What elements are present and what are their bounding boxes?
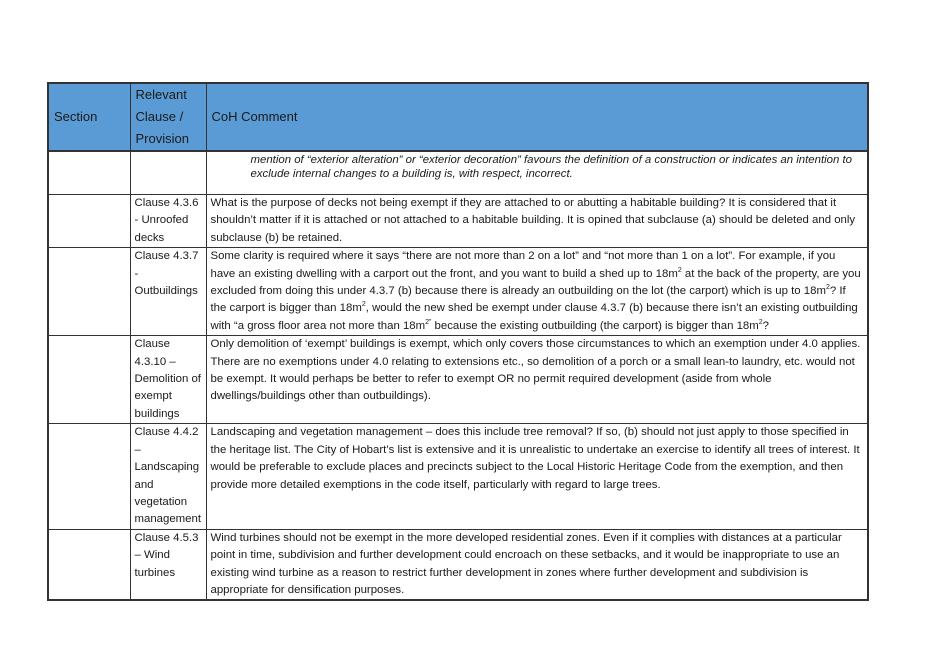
superscript: 2 xyxy=(361,301,366,309)
table-row-continuation xyxy=(48,151,868,195)
superscript: 2” xyxy=(425,319,432,327)
clause-cell: Clause 4.5.3 – Wind turbines xyxy=(130,529,206,600)
header-section: Section xyxy=(48,83,130,151)
comment-cell: Landscaping and vegetation management – does this include tree removal? If so, (b) should not just apply to those specified in the heritage list. The City of Hobart’s list is extensive and it is unrealistic to undertake an exercise to identify all trees of interest. It would be preferable to exclude places and precincts subject to the Local Historic Heritage Code from the exemption, and then provide more detailed exemptions in the code itself, particularly with regard to large trees. xyxy=(206,424,868,529)
table-body xyxy=(48,151,868,600)
table-row xyxy=(48,529,868,600)
comment-text: at the back of the property, are you excluded from doing this under 4.3.7 (b) because there is already an outbuilding on the lot (the carport) which is up to 18m xyxy=(210,267,861,298)
comment-cell: Wind turbines should not be exempt in the more developed residential zones. Even if it complies with distances at a particular point in time, subdivision and further development could encroach on these setbacks, and it would be inappropriate to use an existing wind turbine as a reason to restrict further development in zones where further development and subdivision is appropriate for densification purposes. xyxy=(206,529,868,600)
continuation-text: mention of “exterior alteration” or “exterior decoration” favours the definition of a construction or indicates an intention to exclude internal changes to a building is, with respect, incorrect. xyxy=(250,154,852,180)
clause-cell: Clause 4.3.10 – Demolition of exempt buildings xyxy=(130,336,206,424)
table-row xyxy=(48,336,868,424)
clause-cell: Clause 4.4.2 – Landscaping and vegetation management xyxy=(130,424,206,529)
comment-cell xyxy=(206,151,868,195)
table-header xyxy=(48,83,868,151)
comment-text: ? If the carport is bigger than 18m xyxy=(210,285,846,315)
table-row xyxy=(48,195,868,248)
clause-cell: Clause 4.3.6 - Unroofed decks xyxy=(130,195,206,248)
header-row xyxy=(48,83,868,151)
comment-cell: What is the purpose of decks not being exempt if they are attached to or abutting a habitable building? It is considered that it shouldn’t matter if it is attached or not attached to a habitable building. It is opined that subclause (a) should be deleted and only subclause (b) be retained. xyxy=(206,195,868,248)
section-cell xyxy=(48,195,130,248)
section-cell xyxy=(48,424,130,529)
header-clause: Relevant Clause / Provision xyxy=(130,83,206,151)
section-cell xyxy=(48,529,130,600)
table-row xyxy=(48,424,868,529)
comment-text: ? xyxy=(762,319,769,332)
comment-text: , would the new shed be exempt under clause 4.3.7 (b) because there isn’t an existing outbuilding with “a gross floor area not more than 18m xyxy=(210,302,858,332)
section-cell xyxy=(48,248,130,336)
clause-cell: Clause 4.3.7 - Outbuildings xyxy=(130,248,206,336)
superscript: 2 xyxy=(758,319,763,327)
comments-table xyxy=(47,82,869,601)
clause-cell xyxy=(130,151,206,195)
comment-cell xyxy=(206,248,868,336)
superscript: 2 xyxy=(825,284,830,292)
comment-text: because the existing outbuilding (the carport) is bigger than 18m xyxy=(431,319,759,332)
superscript: 2 xyxy=(677,266,682,274)
section-cell xyxy=(48,336,130,424)
comment-cell: Only demolition of ‘exempt’ buildings is exempt, which only covers those circumstances to which an exemption under 4.0 applies. There are no exemptions under 4.0 relating to extensions etc., so demolition of a porch or a small lean-to laundry, etc. would not be exempt. It would perhaps be better to refer to exempt OR no permit required development (aside from whole dwellings/buildings other than outbuildings). xyxy=(206,336,868,424)
comment-text: Some clarity is required where it says “there are not more than 2 on a lot” and “not more than 1 on a lot”. For example, if you have an existing dwelling with a carport out the front, and you want to build a shed up to 18m xyxy=(210,250,836,280)
section-cell xyxy=(48,151,130,195)
header-comment: CoH Comment xyxy=(206,83,868,151)
table-row xyxy=(48,248,868,336)
